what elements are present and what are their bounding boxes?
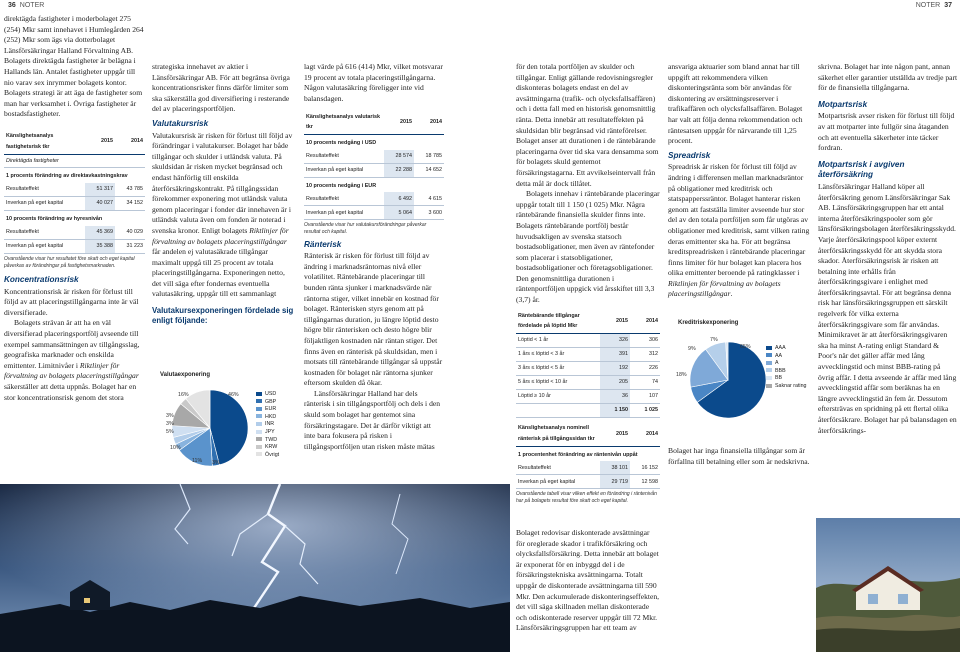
paragraph: Bolaget redovisar diskonterade avsättningar för oreglerade skador i trafikförsäkring och olycksfallsförsäkring. Detta innebär att bolaget är exponerat för en inbyggd del i de försäkringstekniska avsättningarna. Totalt uppgår de diskonterade avsättningarna till 590 Mkr. Den ackumulerade diskonteringseffekten, det vill säga skillnaden mellan diskonterade och odiskonterade reserver uppgår till 72 Mkr. Länsförsäkringsgruppen har ett team av: [516, 528, 660, 633]
legend-item: [256, 406, 279, 414]
legend-item: [256, 444, 279, 452]
legend-label: HKD: [265, 413, 277, 420]
legend-swatch: [256, 422, 262, 426]
table-row: Inverkan på eget kapital 5 064 3 600: [304, 206, 444, 220]
paragraph: Bolagets strävan är att ha en väl diversifierad placeringsportfölj avseende till exempel sammansättningen av tillgångsslag, geografiska marknader och enskilda emittenter. Limitnivåer i Riktlinjer för förvaltning av bolagets placeringstillgångar säkerställer att detta uppnås. Bolaget har en stor koncentrationsrisk genom det stora: [4, 318, 140, 402]
legend-item: [256, 414, 279, 422]
paragraph: Bolagets innehav i räntebärande placeringar uppgår totalt till 1 150 (1 025) Mkr. Några räntebärande finansiella skulder finns inte. Bolagets räntebärande portfölj består huvudsakligen av svenska statsoch bostadsobligationer, men även av räntefonder som placerar i statsobligationer, bostadsobligationer och företagsobligationer. Den genomsnittliga durationen i räntenportföljen uppgick vid årsskiftet till 3,3 (3,7) år.: [516, 189, 660, 305]
legend-item: [766, 383, 807, 391]
table-row: 3 års ≤ löptid < 5 år 192 226: [516, 362, 660, 376]
data-label: 16%: [178, 392, 189, 398]
table-note: Ovanstående tabell visar vilken effekt en förändring i räntenivån har på bolagets resultat före skatt och eget kapital.: [516, 491, 657, 504]
paragraph: direktägda fastigheter i moderbolaget 275 (254) Mkr samt innehavet i Humlegården 264 (252) Mkr som ägs via dotterbolaget Länsförsäkringar Halland Förvaltning AB. Bolagets direktägda fastigheter är belägna i Hallands län. Antalet fastigheter uppgår till nio varav sex inrymmer bolagets kontor. Bolagets strategi är att äga de fastigheter som man har verksamhet i. Övriga fastigheter är bostadsfastigheter.: [4, 14, 144, 119]
paragraph: Bolaget har inga finansiella tillgångar som är förfallna till betalning eller som är nedskrivna.: [668, 446, 810, 466]
table-row: Resultateffekt 28 574 18 785: [304, 150, 444, 163]
house-photo: [816, 518, 960, 652]
data-label: 10%: [170, 445, 181, 451]
data-label: 46%: [228, 392, 239, 398]
paragraph: för den totala portföljen av skulder och tillgångar. Enligt gällande redovisningsregler diskonteras bolagets endast en del av avsättningarna (trafik- och olycksfallsaffären) och i detta fall med en historisk genomsnittlig ränta. Detta innebär att resultateffekten på skuldsidan blir begränsad vid ränteförelser. Bolaget anser att durationen i de räntebärande placeringarna över tid ska vara densamma som för bolagets skuld gentemot försäkringstagarna. Ett avvikelseintervall från detta mål är dock tillåtet.: [516, 62, 659, 188]
legend-label: A: [775, 360, 779, 367]
table-row: 1 års ≤ löptid < 3 år 391 312: [516, 348, 660, 362]
legend-item: [766, 368, 807, 376]
paragraph: strategiska innehavet av aktier i Länsförsäkringar AB. För att begränsa övriga koncentrationsrisker finns därför limiter som ska säkerställa god diversifiering i resterande del av placeringsportföljen.: [152, 62, 290, 114]
table-row: Löptid ≥ 10 år 36 107: [516, 390, 660, 404]
table-row: Inverkan på eget kapital 29 719 12 598: [516, 475, 660, 489]
table-row: Inverkan på eget kapital 40 027 34 152: [4, 197, 145, 211]
legend-item: [766, 360, 807, 368]
legend-swatch: [766, 353, 772, 357]
column-4: [516, 62, 660, 505]
legend-item: [256, 399, 279, 407]
chart-legend: [256, 391, 279, 459]
table-row: Inverkan på eget kapital 35 388 31 223: [4, 239, 145, 253]
table-section: 1 procents förändring av direktavkastningskrav: [6, 173, 128, 180]
heading-valutakursrisk: Valutakursrisk: [152, 118, 209, 128]
legend-label: GBP: [265, 398, 277, 405]
legend-label: BBB: [775, 367, 786, 374]
paragraph: Länsförsäkringar Halland har dels ränterisk i sin tillgångsportfölj och dels i den skuld som bolaget har gentemot sina försäkringstagare. Det är därför viktigt att inte bara fokusera på risken i tillgångsportföljen utan risken måste mätas: [304, 388, 441, 451]
table-title: Räntebärande tillgångar fördelade på löptid Mkr: [516, 310, 600, 334]
legend-label: TWD: [265, 436, 278, 443]
data-label: 3%: [212, 460, 220, 466]
header-left: [4, 2, 44, 9]
heading-aterforsakring: Motpartsrisk i avgiven återförsäkring: [818, 159, 905, 180]
legend-item: [766, 353, 807, 361]
legend-swatch: [766, 376, 772, 380]
legend-label: EUR: [265, 406, 277, 413]
paragraph: Valutakursrisk är risken för förlust till följd av förändringar i valutakurser. Bolaget har både tillgångar och skulder i utländsk valuta. På skuldsidan är risken mycket begränsad och endast hänförlig till enskilda återförsäkringskontrakt. På tillgångssidan förekommer exponering mot utländsk valuta genom placeringar i fonder där innehaven är i utländsk valuta även om fonden är noterad i svenska kronor. Enligt bolagets Riktlinjer för förvaltning av bolagets placeringstillgångar får andelen ej valutasäkrade tillgångar maximalt uppgå till 25 procent av totala placeringstillgångarna. Exponeringen netto, det vill säga efter fondernas eventuella valutasäkring, uppgår till ett sammanlagt: [152, 130, 293, 299]
table-row: Resultateffekt 51 317 43 785: [4, 183, 145, 196]
column-2: [152, 62, 294, 326]
page-header: [0, 0, 960, 14]
data-label: 11%: [192, 458, 203, 464]
data-label: 3%: [166, 413, 174, 419]
legend-item: [256, 452, 279, 460]
legend-label: Övrigt: [265, 451, 280, 458]
table-section: 10 procents nedgång i EUR: [306, 182, 377, 189]
table-row: Resultateffekt 38 101 16 152: [516, 461, 660, 474]
table-note: Ovanstående visar hur resultatet före skatt och eget kapital påverkas av förändringar på fastighetsmarknaden.: [4, 255, 135, 269]
table-row: 5 års ≤ löptid < 10 år 205 74: [516, 376, 660, 390]
data-label: 7%: [710, 337, 718, 343]
legend-swatch: [256, 407, 262, 411]
legend-item: [256, 429, 279, 437]
legend-label: USD: [265, 391, 277, 397]
legend-label: INR: [265, 421, 275, 428]
year-2014: 2014: [115, 130, 145, 154]
data-label: 9%: [688, 346, 696, 352]
data-label: 65%: [740, 344, 751, 350]
year-2015: 2015: [85, 130, 115, 154]
data-label: 18%: [676, 372, 687, 378]
lightning-image: [0, 484, 510, 652]
legend-label: KRW: [265, 444, 278, 451]
table-section: 1 procentenhet förändring av räntenivån uppåt: [518, 451, 638, 458]
legend-swatch: [766, 368, 772, 372]
legend-swatch: [766, 346, 772, 350]
column-5: [668, 62, 810, 300]
fastighetsrisk-table: [4, 130, 145, 269]
legend-swatch: [256, 437, 262, 441]
legend-item: [256, 421, 279, 429]
paragraph: ansvariga aktuarier som bland annat har till uppgift att rekommendera vilken diskonteringsränta som bör användas för diskontering av ersättningsreserver i trafikaffären och olycksfallsaffären. Bolaget har valt att följa denna rekommendation och räntesatsen uppgår för närvarande till 1,25 procent.: [668, 62, 803, 146]
table-row: Inverkan på eget kapital 22 288 14 652: [304, 163, 444, 177]
header-right: [916, 2, 956, 9]
legend-swatch: [256, 399, 262, 403]
legend-label: JPY: [265, 428, 275, 435]
valutaexponering-chart: [160, 372, 294, 472]
table-section: 10 procents nedgång i USD: [306, 139, 377, 146]
heading-motpartsrisk: Motpartsrisk: [818, 99, 868, 109]
table-row: Löptid < 1 år 326 306: [516, 334, 660, 348]
column-5-lower: [668, 446, 810, 467]
legend-swatch: [256, 445, 262, 449]
paragraph: lagt värde på 616 (414) Mkr, vilket motsvarar 19 procent av totala placeringstillgångarna. Någon valutasäkring föreligger inte vid balansdagen.: [304, 62, 443, 103]
legend-swatch: [256, 452, 262, 456]
legend-item: [766, 345, 807, 353]
header-label-right: NOTER: [915, 2, 941, 9]
table-row: Resultateffekt 45 369 40 029: [4, 226, 145, 239]
paragraph: Ränterisk är risken för förlust till följd av ändring i marknadsräntornas nivå eller volatilitet. Räntebärande placeringar till bunden ränta sjunker i marknadsvärde när räntorna stiger, vilket innebär en kostnad för bolaget. Ränterisken styrs genom att på tillgångarnas duration, ju längre löptid desto högre blir ränterisken och desto högre blir följaktligen kostnaden när räntan stiger. Det finns även en ränterisk på skuldsidan, men i motsats till räntebärande tillgångar så uppstår kostnaden för bolaget när räntorna sjunker eftersom skulden då ökar.: [304, 251, 443, 388]
data-label: 5%: [166, 429, 174, 435]
legend-item: [256, 437, 279, 445]
legend-swatch: [256, 414, 262, 418]
chart-title: Valutaexponering: [160, 372, 211, 378]
data-label: 3%: [166, 421, 174, 427]
heading-valutaexponering: Valutakursexponeringen fördelade sig enligt följande:: [152, 306, 294, 325]
column-6: [818, 62, 958, 436]
column-3: [304, 62, 444, 452]
table-title: Känslighetsanalys fastighetsrisk tkr: [4, 130, 85, 154]
legend-swatch: [766, 361, 772, 365]
table-title: Känslighetsanalys valutarisk tkr: [304, 110, 384, 134]
paragraph: skrivna. Bolaget har inte någon pant, annan säkerhet eller garantier utställda av tredje part för de finansiella tillgångarna.: [818, 62, 958, 93]
lopetid-table: Räntebärande tillgångar fördelade på löptid Mkr 2015 2014 Löptid < 1 år 326 306 1 års ≤ löptid < 3 år 391 312 3 års ≤ löptid < 5 år 192 226 5 års ≤ löptid < 10 år 205 74 Löptid ≥ 10 år 36 107 1 150 1 025: [516, 310, 660, 418]
legend-swatch: [256, 392, 262, 396]
column-4-lower: [516, 528, 660, 634]
table-subtitle: Direktägda fastigheter: [4, 154, 145, 168]
legend-swatch: [766, 384, 772, 388]
table-total-row: 1 150 1 025: [516, 404, 660, 418]
legend-label: BB: [775, 375, 783, 382]
table-row: Resultateffekt 6 492 4 615: [304, 192, 444, 205]
table-title: Känslighetsanalys nominell ränterisk på tillgångssidan tkr: [516, 422, 600, 446]
paragraph: Motpartsrisk avser risken för förlust till följd av att motparter inte fullgör sina åtaganden och att eventuella säkerheter inte täcker fordran.: [818, 111, 955, 153]
legend-label: Saknar rating: [775, 382, 807, 389]
lightning-photo: [0, 484, 510, 652]
chart-legend: [766, 345, 807, 391]
paragraph: Länsförsäkringar Halland köper all återförsäkring genom Länsförsäkringar Sak AB. Länsförsäkringsgruppen har ett antal interna återförsäkringspooler som gör länsförsäkringsbolagen återförsäkringsskydd. Varje återförsäkringspool köper externt återförsäkringsskydd för att skydda stora skador. Återförsäkringsrisk är risken att betalning inte erhålls från återförsäkringsgivare i enlighet med återförsäkringsavtal. För att begränsa denna risk har länsförsäkringsgruppen ett särskilt regelverk för vilka externa återförsäkringsgivare som får användas. Minimikravet är att återförsäkringsgivaren ska ha minst A-rating enligt Standard & Poor's när det gäller affär med lång avvecklingstid och minst BBB-rating på övrig affär. I detta avseende är affär med lång avvecklingstid affär som beräknas ha en längre avvecklingstid än fem år. Dessutom eftersträvas en spridning på ett flertal olika återförsäkrare. Bolaget har på balansdagen en återförsäkrings-: [818, 181, 957, 435]
heading-spreadrisk: Spreadrisk: [668, 150, 711, 160]
column-1: [4, 14, 145, 403]
page-number-right: 37: [944, 2, 952, 9]
heading-koncentrationsrisk: Koncentrationsrisk: [4, 275, 79, 285]
house-image: [816, 518, 960, 652]
legend-swatch: [256, 430, 262, 434]
valutarisk-table: Känslighetsanalys valutarisk tkr 2015 2014 10 procents nedgång i USD Resultateffekt 28 574 18 785 Inverkan på eget kapital 22 288 14 652 10 procents nedgång i EUR Resultateffekt 6 492 4 615 Inverkan på eget kapital 5 064 3 600 Ovanstående visar hur valutakursförändringar påverkar resultat och kapital.: [304, 110, 444, 235]
pie-chart: [688, 340, 768, 420]
paragraph: Spreadrisk är risken för förlust till följd av ändring i differensen mellan marknadsräntor på obligationer med kreditrisk och statspapperssräntor. Bolaget hanterar risken genom att fastställa limiter avseende hur stor del av den totala portföljen som får utgöras av obligationer med kreditrisk, samt vilken rating deras emittenter ska ha. För att begränsa kreditspreadrisken i räntebärande placeringar finns limiter för hur bolaget kan placera hos olika emittenter beroende på ratingklasser i Riktlinjen för förvaltning av bolagets placeringstillgångar.: [668, 162, 810, 299]
paragraph: Koncentrationsrisk är risken för förlust till följd av att placeringstillgångarna inte är väl diversifierade.: [4, 286, 139, 317]
chart-title: Kreditriskexponering: [678, 320, 739, 326]
legend-item: [256, 391, 279, 399]
legend-label: AAA: [775, 345, 786, 351]
header-label-left: NOTER: [19, 2, 45, 9]
page-number-left: 36: [8, 2, 16, 9]
legend-item: [766, 375, 807, 383]
table-section: 10 procents förändring av hyresnivån: [6, 216, 103, 223]
ranterisk-table: Känslighetsanalys nominell ränterisk på tillgångssidan tkr 2015 2014 1 procentenhet förändring av räntenivån uppåt Resultateffekt 38 101 16 152 Inverkan på eget kapital 29 719 12 598 Ovanstående tabell visar vilken effekt en förändring i räntenivån har på bolagets resultat före skatt och eget kapital.: [516, 422, 660, 504]
heading-ranterisk: Ränterisk: [304, 239, 342, 249]
kreditrisk-chart: [668, 320, 813, 440]
table-note: Ovanstående visar hur valutakursförändringar påverkar resultat och kapital.: [304, 222, 427, 235]
pie-chart: [170, 388, 250, 468]
legend-label: AA: [775, 352, 783, 359]
